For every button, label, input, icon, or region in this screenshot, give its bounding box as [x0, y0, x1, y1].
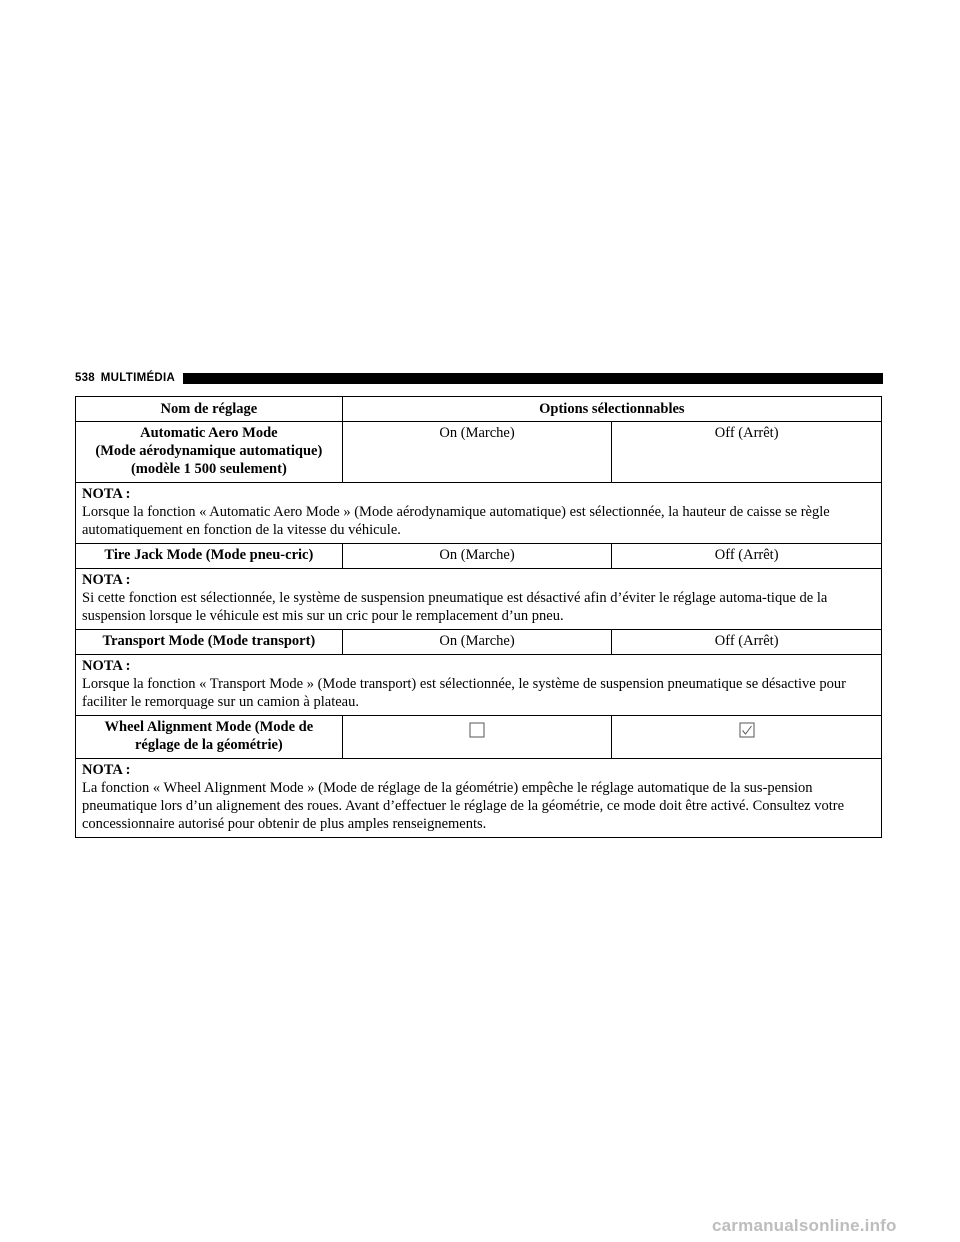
setting-name-line: Transport Mode (Mode transport) [102, 633, 316, 649]
empty-checkbox-icon [469, 722, 485, 738]
note-text: Si cette fonction est sélectionnée, le système de suspension pneumatique est désactivé afin d’éviter le réglage automa-tique de la suspension lorsque le véhicule est mis sur un cric pour le remplacement d’un pneu. [82, 590, 828, 624]
option-on: On (Marche) [342, 422, 612, 483]
page-number: 538 [75, 372, 95, 384]
setting-name [76, 544, 343, 569]
setting-name-line: Automatic Aero Mode [140, 425, 278, 441]
watermark: carmanualsonline.info [712, 1216, 897, 1235]
settings-table [75, 396, 882, 838]
setting-name-line: (modèle 1 500 seulement) [130, 461, 287, 477]
note-title: NOTA : [82, 572, 131, 588]
option-on: On (Marche) [342, 544, 612, 569]
option-on: On (Marche) [342, 630, 612, 655]
note-text: Lorsque la fonction « Transport Mode » (Mode transport) est sélectionnée, le système de suspension pneumatique se désactive pour faciliter le remorquage sur un camion à plateau. [82, 676, 846, 710]
note-cell [76, 483, 882, 544]
note-text: Lorsque la fonction « Automatic Aero Mode » (Mode aérodynamique automatique) est sélectionnée, la hauteur de caisse se règle automatiquement en fonction de la vitesse du véhicule. [82, 504, 830, 538]
note-cell [76, 569, 882, 630]
table-header-row [76, 397, 882, 422]
section-title: MULTIMÉDIA [100, 372, 176, 384]
option-checked [612, 716, 882, 759]
setting-name-line: (Mode aérodynamique automatique) [95, 443, 323, 459]
setting-name-line: Wheel Alignment Mode (Mode de [104, 719, 314, 735]
note-row [76, 569, 882, 630]
table-row [76, 630, 882, 655]
note-cell [76, 655, 882, 716]
setting-name [76, 716, 343, 759]
table-row [76, 422, 882, 483]
note-title: NOTA : [82, 486, 131, 502]
column-header-options: Options sélectionnables [342, 397, 881, 422]
setting-name-line: réglage de la géométrie) [134, 737, 283, 753]
option-off: Off (Arrêt) [612, 544, 882, 569]
note-title: NOTA : [82, 658, 131, 674]
setting-name-line: Tire Jack Mode (Mode pneu-cric) [104, 547, 314, 563]
page-header [75, 368, 883, 388]
option-off: Off (Arrêt) [612, 630, 882, 655]
note-row [76, 759, 882, 838]
setting-name [76, 630, 343, 655]
note-row [76, 483, 882, 544]
table-row [76, 544, 882, 569]
option-off: Off (Arrêt) [612, 422, 882, 483]
table-row [76, 716, 882, 759]
checked-checkbox-icon [739, 722, 755, 738]
column-header-name: Nom de réglage [76, 397, 343, 422]
setting-name [76, 422, 343, 483]
note-cell [76, 759, 882, 838]
option-unchecked [342, 716, 612, 759]
note-row [76, 655, 882, 716]
note-text: La fonction « Wheel Alignment Mode » (Mode de réglage de la géométrie) empêche le réglage automatique de la sus-pension pneumatique lors d’un alignement des roues. Avant d’effectuer le réglage de la géométrie, ce mode doit être activé. Consultez votre concessionnaire autorisé pour obtenir de plus amples renseignements. [82, 780, 845, 832]
header-rule [183, 373, 883, 384]
note-title: NOTA : [82, 762, 131, 778]
